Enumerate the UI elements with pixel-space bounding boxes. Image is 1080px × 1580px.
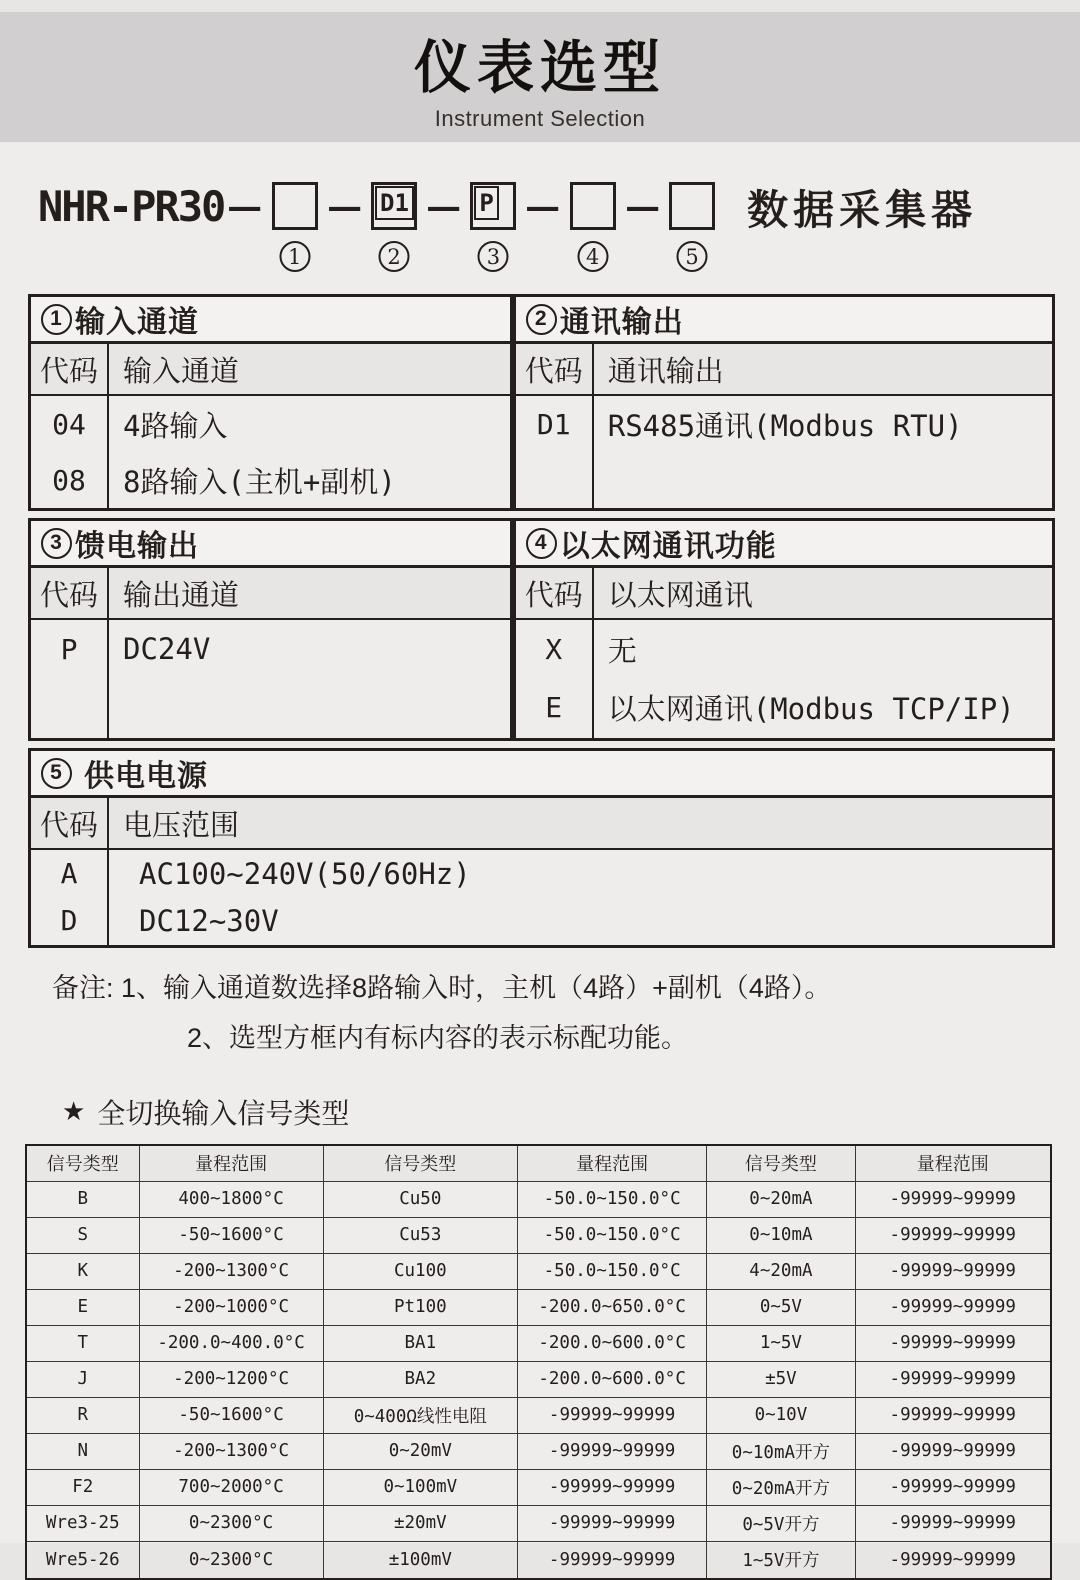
code-value: E xyxy=(545,690,563,724)
option-value: AC100~240V(50/60Hz) xyxy=(139,856,471,891)
signal-type-cell: 1~5V xyxy=(707,1326,855,1361)
signal-type-cell: ±100mV xyxy=(324,1542,518,1578)
signal-range-cell: -50.0~150.0°C xyxy=(518,1254,707,1289)
section-title: 输入通道 xyxy=(75,306,199,339)
code-value: D1 xyxy=(536,407,571,441)
signal-type-cell: J xyxy=(27,1362,140,1397)
signal-type-cell: 0~20mA开方 xyxy=(707,1470,855,1505)
signal-range-cell: -99999~99999 xyxy=(889,1549,1016,1570)
option-value: RS485通讯(Modbus RTU) xyxy=(607,408,963,443)
section-feed-output xyxy=(28,518,513,741)
signal-col-header: 量程范围 xyxy=(518,1146,707,1181)
section-title: 馈电输出 xyxy=(75,530,199,563)
column-header xyxy=(516,344,1052,396)
value-column-header: 电压范围 xyxy=(123,809,240,842)
band-2 xyxy=(28,518,1055,741)
value-column-header: 以太网通讯 xyxy=(607,579,753,612)
signal-range-cell: -99999~99999 xyxy=(889,1441,1016,1462)
signal-type-cell: 0~20mV xyxy=(324,1434,518,1469)
signal-caption-text: 全切换输入信号类型 xyxy=(97,1097,350,1129)
band-3 xyxy=(28,748,1055,948)
model-slot-5 xyxy=(669,182,715,269)
value-column-header: 通讯输出 xyxy=(607,355,724,388)
signal-type-cell: BA2 xyxy=(324,1362,518,1397)
section-comm-output xyxy=(513,294,1055,511)
section-number-badge: 2 xyxy=(526,304,557,335)
code-column-header: 代码 xyxy=(516,568,594,618)
signal-type-table xyxy=(25,1144,1052,1580)
signal-type-cell: F2 xyxy=(27,1470,140,1505)
slot-default-code: P xyxy=(474,186,498,220)
code-column-header: 代码 xyxy=(31,568,109,618)
signal-range-cell: 700~2000°C xyxy=(140,1470,324,1505)
signal-range-cell: -99999~99999 xyxy=(889,1369,1016,1390)
code-column-header: 代码 xyxy=(516,344,594,394)
remark-text: 1、输入通道数选择8路输入时，主机（4路）+副机（4路）。 xyxy=(121,973,832,1003)
slot-number-badge: 4 xyxy=(577,241,608,272)
model-prefix: NHR-PR30 xyxy=(38,181,225,231)
dash-separator: – xyxy=(525,182,561,229)
signal-range-cell: -200~1200°C xyxy=(140,1362,324,1397)
signal-range-cell: -99999~99999 xyxy=(889,1189,1016,1210)
signal-table-header-row xyxy=(27,1146,1050,1182)
section-header xyxy=(516,297,1052,344)
signal-col-header: 量程范围 xyxy=(916,1154,989,1175)
page-title: 仪表选型 xyxy=(414,36,666,100)
dash-separator: – xyxy=(326,182,362,229)
code-column-header: 代码 xyxy=(31,344,109,394)
code-value: 04 xyxy=(52,407,86,441)
remarks xyxy=(52,964,1080,1064)
signal-range-cell: -99999~99999 xyxy=(889,1261,1016,1282)
section-power-supply xyxy=(28,748,1055,948)
signal-type-cell: 0~10V xyxy=(707,1398,855,1433)
model-slot-2 xyxy=(371,182,417,269)
band-1 xyxy=(28,294,1055,511)
dash-separator: – xyxy=(426,182,462,229)
signal-type-cell: 0~10mA xyxy=(707,1218,855,1253)
signal-range-cell: -99999~99999 xyxy=(518,1434,707,1469)
signal-table-row xyxy=(27,1182,1050,1218)
dash-separator: – xyxy=(624,182,660,229)
section-number-badge: 5 xyxy=(41,758,72,789)
signal-range-cell: 0~2300°C xyxy=(140,1542,324,1578)
signal-range-cell: -99999~99999 xyxy=(518,1470,707,1505)
signal-type-cell: 0~20mA xyxy=(707,1182,855,1217)
signal-range-cell: -99999~99999 xyxy=(518,1398,707,1433)
signal-type-cell: T xyxy=(27,1326,140,1361)
slot-number-badge: 2 xyxy=(379,241,410,272)
signal-range-cell: -200.0~400.0°C xyxy=(140,1326,324,1361)
page-subtitle: Instrument Selection xyxy=(434,106,646,131)
value-column-header: 输出通道 xyxy=(123,579,240,612)
signal-range-cell: -50.0~150.0°C xyxy=(518,1218,707,1253)
section-body xyxy=(31,620,510,738)
section-header xyxy=(516,521,1052,568)
value-column xyxy=(109,396,510,508)
signal-table-body xyxy=(27,1182,1050,1578)
section-body xyxy=(516,396,1052,508)
signal-type-cell: Wre3-25 xyxy=(27,1506,140,1541)
remark-line-2: 2、选型方框内有标内容的表示标配功能。 xyxy=(187,1022,689,1053)
remark-line-1 xyxy=(52,964,1080,1014)
signal-range-cell: -99999~99999 xyxy=(889,1513,1016,1534)
signal-type-cell: 0~5V开方 xyxy=(707,1506,855,1541)
section-body xyxy=(31,396,510,508)
signal-range-cell: -99999~99999 xyxy=(889,1297,1016,1318)
signal-col-header: 信号类型 xyxy=(324,1146,518,1181)
signal-table-row xyxy=(27,1470,1050,1506)
signal-range-cell: -99999~99999 xyxy=(889,1333,1016,1354)
signal-col-header: 信号类型 xyxy=(707,1146,855,1181)
signal-type-cell: Cu53 xyxy=(324,1218,518,1253)
section-header xyxy=(31,297,510,344)
code-value: X xyxy=(545,632,563,666)
signal-range-cell: -200~1000°C xyxy=(140,1290,324,1325)
value-column-header: 输入通道 xyxy=(123,355,240,388)
signal-type-cell: ±20mV xyxy=(324,1506,518,1541)
signal-type-cell: 0~400Ω线性电阻 xyxy=(324,1398,518,1433)
signal-table-caption xyxy=(62,1092,1080,1132)
dash-separator: – xyxy=(227,182,263,229)
model-slot-3 xyxy=(470,182,516,269)
model-code-line xyxy=(38,180,1080,269)
model-suffix: 数据采集器 xyxy=(747,186,978,233)
code-column xyxy=(31,396,109,508)
signal-type-cell: 1~5V开方 xyxy=(707,1542,855,1578)
code-value: D xyxy=(60,904,78,937)
signal-range-cell: 400~1800°C xyxy=(140,1182,324,1217)
document-page xyxy=(0,12,1080,1572)
remark-label: 备注: xyxy=(52,973,114,1003)
signal-type-cell: K xyxy=(27,1254,140,1289)
section-title: 以太网通讯功能 xyxy=(559,530,777,563)
signal-type-cell: Cu100 xyxy=(324,1254,518,1289)
section-input-channel xyxy=(28,294,513,511)
slot-default-code: D1 xyxy=(375,186,414,220)
option-value: 无 xyxy=(607,633,637,668)
signal-range-cell: -200.0~650.0°C xyxy=(518,1290,707,1325)
page-header xyxy=(0,12,1080,142)
signal-table-row xyxy=(27,1362,1050,1398)
signal-table-row xyxy=(27,1542,1050,1578)
signal-range-cell: -50.0~150.0°C xyxy=(518,1182,707,1217)
value-column xyxy=(109,850,1052,945)
signal-table-row xyxy=(27,1218,1050,1254)
code-column xyxy=(516,620,594,738)
section-body xyxy=(31,850,1052,945)
signal-type-cell: N xyxy=(27,1434,140,1469)
section-title: 通讯输出 xyxy=(559,306,684,339)
option-value: DC12~30V xyxy=(139,903,279,938)
column-header xyxy=(31,568,510,620)
model-slot-1 xyxy=(272,182,318,269)
option-value: DC24V xyxy=(123,632,211,666)
code-column-header: 代码 xyxy=(31,798,109,848)
signal-col-header: 量程范围 xyxy=(140,1146,324,1181)
signal-range-cell: -50~1600°C xyxy=(140,1218,324,1253)
signal-type-cell: R xyxy=(27,1398,140,1433)
signal-table-row xyxy=(27,1290,1050,1326)
signal-type-cell: Wre5-26 xyxy=(27,1542,140,1578)
signal-range-cell: -50~1600°C xyxy=(140,1398,324,1433)
signal-range-cell: -99999~99999 xyxy=(889,1405,1016,1426)
section-header xyxy=(31,751,1052,798)
signal-type-cell: ±5V xyxy=(707,1362,855,1397)
signal-range-cell: -200.0~600.0°C xyxy=(518,1362,707,1397)
value-column xyxy=(109,620,510,738)
signal-table-row xyxy=(27,1434,1050,1470)
signal-table-row xyxy=(27,1506,1050,1542)
code-value: 08 xyxy=(52,463,86,497)
code-value: P xyxy=(60,632,78,666)
signal-range-cell: -200.0~600.0°C xyxy=(518,1326,707,1361)
signal-range-cell: -200~1300°C xyxy=(140,1434,324,1469)
section-header xyxy=(31,521,510,568)
section-number-badge: 3 xyxy=(41,528,72,559)
model-slot-4 xyxy=(570,182,616,269)
code-column xyxy=(31,850,109,945)
slot-number-badge: 5 xyxy=(677,241,708,272)
value-column xyxy=(594,620,1052,738)
signal-type-cell: 4~20mA xyxy=(707,1254,855,1289)
signal-type-cell: 0~100mV xyxy=(324,1470,518,1505)
signal-table-row xyxy=(27,1398,1050,1434)
signal-type-cell: 0~10mA开方 xyxy=(707,1434,855,1469)
signal-type-cell: S xyxy=(27,1218,140,1253)
value-column xyxy=(594,396,1052,508)
signal-range-cell: -99999~99999 xyxy=(518,1542,707,1578)
column-header xyxy=(516,568,1052,620)
section-ethernet xyxy=(513,518,1055,741)
signal-range-cell: -200~1300°C xyxy=(140,1254,324,1289)
signal-type-cell: BA1 xyxy=(324,1326,518,1361)
star-icon: ★ xyxy=(62,1096,86,1127)
code-value: A xyxy=(60,857,78,890)
selection-tables xyxy=(28,294,1055,948)
section-body xyxy=(516,620,1052,738)
section-number-badge: 4 xyxy=(526,528,557,559)
signal-type-cell: Pt100 xyxy=(324,1290,518,1325)
code-column xyxy=(31,620,109,738)
section-number-badge: 1 xyxy=(41,304,72,335)
signal-type-cell: B xyxy=(27,1182,140,1217)
slot-number-badge: 1 xyxy=(279,241,310,272)
signal-range-cell: -99999~99999 xyxy=(889,1477,1016,1498)
column-header xyxy=(31,344,510,396)
column-header xyxy=(31,798,1052,850)
signal-range-cell: -99999~99999 xyxy=(518,1506,707,1541)
option-value: 4路输入 xyxy=(123,408,228,443)
signal-table-row xyxy=(27,1254,1050,1290)
code-column xyxy=(516,396,594,508)
signal-col-header: 信号类型 xyxy=(27,1146,140,1181)
slot-number-badge: 3 xyxy=(478,241,509,272)
signal-type-cell: 0~5V xyxy=(707,1290,855,1325)
section-title: 供电电源 xyxy=(84,760,208,793)
signal-type-cell: E xyxy=(27,1290,140,1325)
signal-table-row xyxy=(27,1326,1050,1362)
signal-range-cell: 0~2300°C xyxy=(140,1506,324,1541)
signal-range-cell: -99999~99999 xyxy=(889,1225,1016,1246)
option-value: 8路输入(主机+副机) xyxy=(123,464,396,499)
signal-type-cell: Cu50 xyxy=(324,1182,518,1217)
option-value: 以太网通讯(Modbus TCP/IP) xyxy=(607,691,1015,726)
